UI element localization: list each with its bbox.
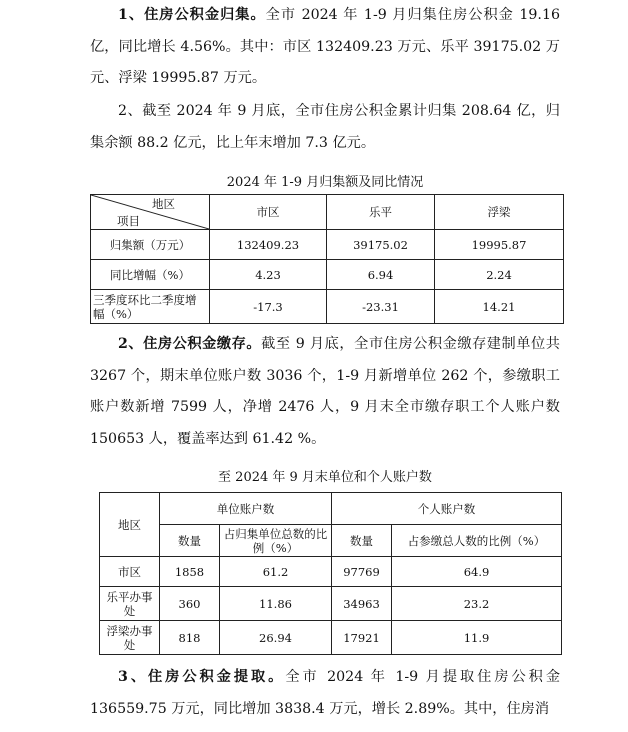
paragraph-body: 截至 9 月底，全市住房公积金缴存建制单位共 3267 个，期末单位账户数 3036 个，1-9 月新增单位 262 个，参缴职工账户数新增 7599 人，净增 2476 人，9 月末全市缴存职工个人账户数 150653 人，覆盖率达到 61.42 %。 [90, 336, 560, 447]
table-cell: 34963 [332, 587, 392, 621]
table-subheader-row [100, 525, 562, 557]
table-cell: 132409.23 [210, 230, 327, 260]
table-cell: 2.24 [435, 260, 564, 290]
table-cell: 39175.02 [327, 230, 435, 260]
sub-header: 占参缴总人数的比例（%） [392, 525, 562, 557]
table-cell: 17921 [332, 621, 392, 655]
table-cell: 97769 [332, 557, 392, 587]
paragraph-collection [90, 0, 560, 95]
table-header-row [100, 493, 562, 525]
table-cell: 6.94 [327, 260, 435, 290]
table2-caption: 至 2024 年 9 月末单位和个人账户数 [218, 470, 432, 485]
table-row [100, 621, 562, 655]
row-label: 乐平办事处 [100, 587, 160, 621]
column-header: 乐平 [327, 195, 435, 230]
corner-region-label: 地区 [152, 197, 175, 211]
table-cell: 11.86 [220, 587, 332, 621]
paragraph-cumulative [90, 96, 560, 159]
row-label: 浮梁办事处 [100, 621, 160, 655]
row-label: 同比增幅（%） [91, 260, 210, 290]
table-cell: 26.94 [220, 621, 332, 655]
region-header: 地区 [100, 493, 160, 557]
row-label: 市区 [100, 557, 160, 587]
column-header: 浮梁 [435, 195, 564, 230]
corner-item-label: 项目 [117, 214, 140, 228]
paragraph-lead: 2、住房公积金缴存。 [118, 336, 262, 352]
table-cell: -17.3 [210, 290, 327, 324]
table-cell: 818 [160, 621, 220, 655]
paragraph-lead: 1、住房公积金归集。 [118, 7, 266, 23]
table-row [100, 587, 562, 621]
table-cell: 11.9 [392, 621, 562, 655]
table-cell: 64.9 [392, 557, 562, 587]
table-cell: 19995.87 [435, 230, 564, 260]
table-cell: 360 [160, 587, 220, 621]
table1-caption: 2024 年 1-9 月归集额及同比情况 [226, 175, 424, 190]
collection-table [90, 194, 564, 324]
row-label: 三季度环比二季度增幅（%） [91, 290, 210, 324]
accounts-table [99, 492, 562, 655]
paragraph-deposit [90, 329, 560, 455]
paragraph-body: 全市 2024 年 1-9 月提取住房公积金 136559.75 万元，同比增加 3838.4 万元，增长 2.89%。其中，住房消 [90, 669, 561, 717]
diagonal-line [91, 195, 209, 229]
table-cell: 1858 [160, 557, 220, 587]
paragraph-withdrawal [90, 662, 560, 725]
table-cell: 14.21 [435, 290, 564, 324]
paragraph-lead: 3、住房公积金提取。 [118, 669, 286, 685]
unit-accounts-header: 单位账户数 [160, 493, 332, 525]
table-cell: -23.31 [327, 290, 435, 324]
sub-header: 数量 [160, 525, 220, 557]
personal-accounts-header: 个人账户数 [332, 493, 562, 525]
paragraph-body: 2、截至 2024 年 9 月底，全市住房公积金累计归集 208.64 亿，归集余额 88.2 亿元，比上年末增加 7.3 亿元。 [90, 103, 560, 151]
table-row [100, 557, 562, 587]
table-cell: 61.2 [220, 557, 332, 587]
table-row [91, 290, 564, 324]
table-header-row [91, 195, 564, 230]
row-label: 归集额（万元） [91, 230, 210, 260]
paragraph-body: 全市 2024 年 1-9 月归集住房公积金 19.16 亿，同比增长 4.56%。其中：市区 132409.23 万元、乐平 39175.02 万元、浮梁 19995.87 万元。 [90, 7, 560, 86]
sub-header: 数量 [332, 525, 392, 557]
table-cell: 4.23 [210, 260, 327, 290]
table-row [91, 230, 564, 260]
table-cell: 23.2 [392, 587, 562, 621]
table-row [91, 260, 564, 290]
sub-header: 占归集单位总数的比例（%） [220, 525, 332, 557]
corner-header-cell [91, 195, 210, 230]
column-header: 市区 [210, 195, 327, 230]
